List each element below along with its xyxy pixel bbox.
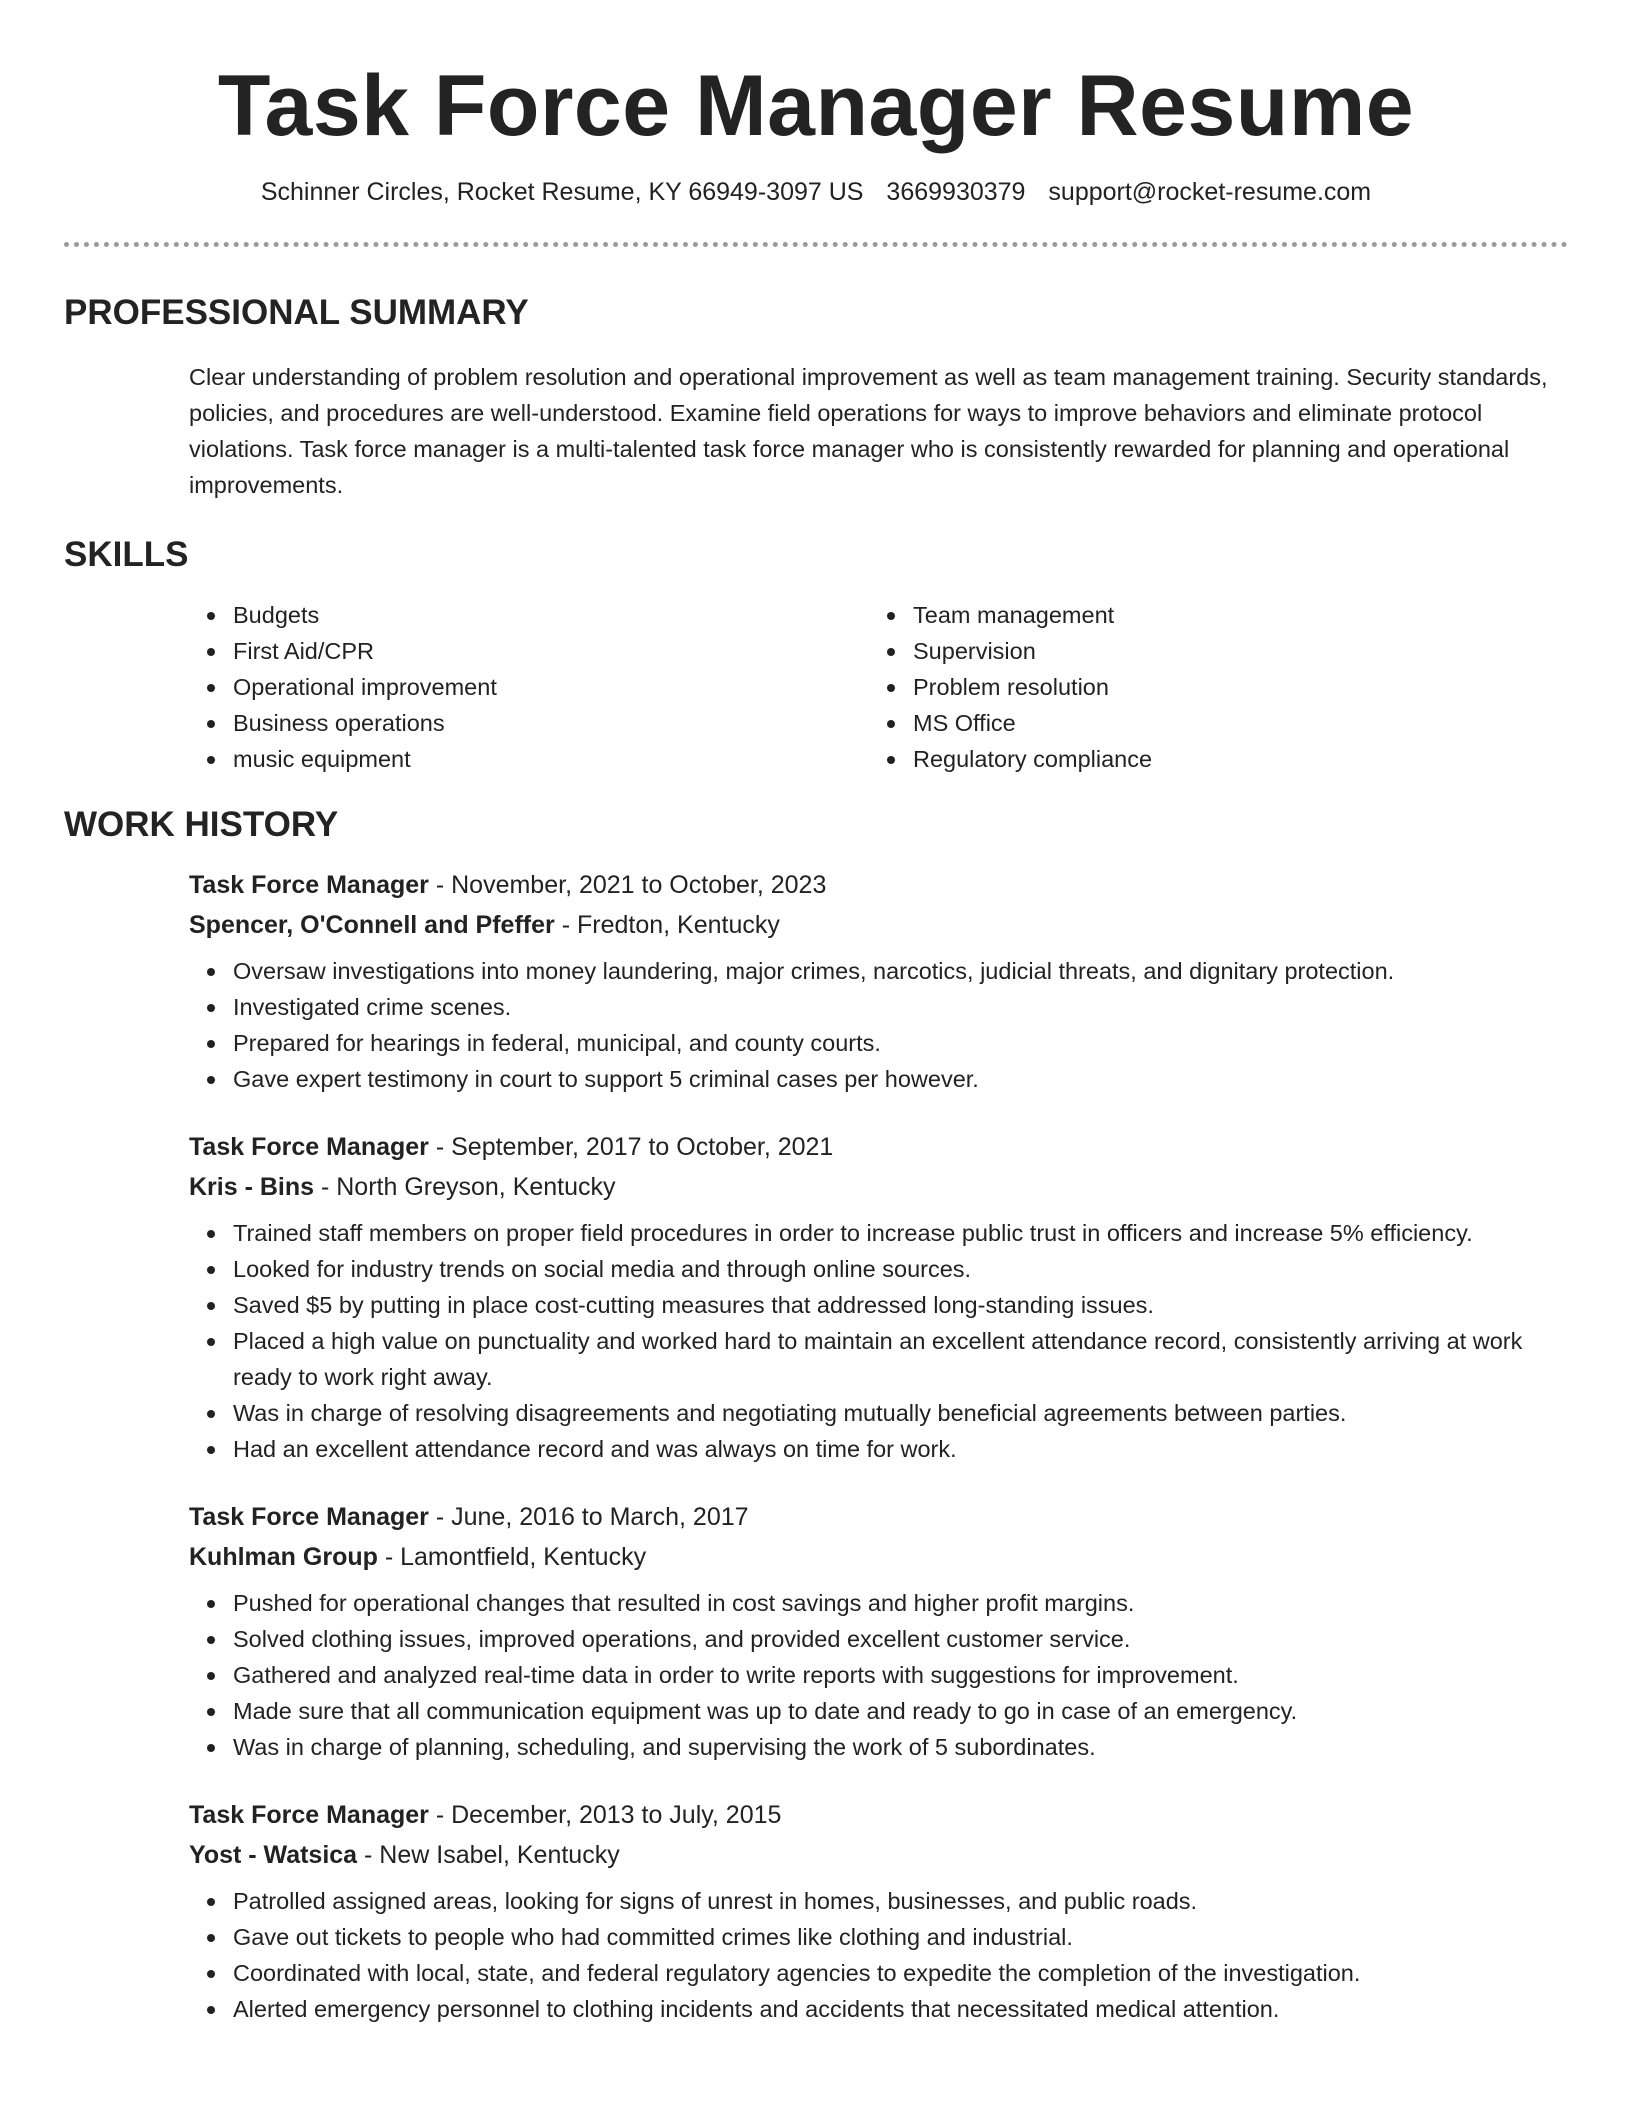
job-bullet: Patrolled assigned areas, looking for signs of unrest in homes, businesses, and public roads.: [189, 1883, 1568, 1919]
job-entry: [189, 1127, 1568, 1467]
job-title-line: [189, 1127, 1568, 1167]
job-bullet: Pushed for operational changes that resulted in cost savings and higher profit margins.: [189, 1585, 1568, 1621]
summary-heading: PROFESSIONAL SUMMARY: [64, 293, 529, 332]
job-bullet: Made sure that all communication equipment was up to date and ready to go in case of an emergency.: [189, 1693, 1568, 1729]
job-bullet: Had an excellent attendance record and was always on time for work.: [189, 1431, 1568, 1467]
job-location: - New Isabel, Kentucky: [357, 1841, 620, 1869]
job-company-line: [189, 905, 1568, 945]
job-bullets: [189, 953, 1568, 1097]
skill-item: Regulatory compliance: [869, 741, 1549, 777]
job-company-line: [189, 1835, 1568, 1875]
job-dates: - November, 2021 to October, 2023: [428, 871, 827, 899]
work-history-heading: WORK HISTORY: [64, 805, 339, 844]
job-entry: [189, 1497, 1568, 1765]
job-bullets: [189, 1585, 1568, 1765]
job-company: Kris - Bins: [189, 1173, 315, 1201]
job-bullet: Was in charge of planning, scheduling, and supervising the work of 5 subordinates.: [189, 1729, 1568, 1765]
contact-line: [64, 176, 1568, 208]
skill-item: MS Office: [869, 705, 1549, 741]
resume-page: [64, 0, 1568, 2027]
summary-text: Clear understanding of problem resolution and operational improvement as well as team management training. Security standards, policies, and procedures are well-understood. Examine field operations for ways to improve behaviors and eliminate protocol violations. Task force manager is a multi-talented task force manager who is consistently rewarded for planning and operational improvements.: [189, 364, 1548, 498]
job-bullet: Placed a high value on punctuality and worked hard to maintain an excellent attendance record, consistently arriving at work ready to work right away.: [189, 1323, 1568, 1395]
job-location: - North Greyson, Kentucky: [314, 1173, 616, 1201]
job-bullets: [189, 1883, 1568, 2027]
resume-title: Task Force Manager Resume: [217, 58, 1415, 154]
job-title: Task Force Manager: [189, 871, 429, 899]
job-company: Spencer, O'Connell and Pfeffer: [189, 911, 555, 939]
job-bullet: Investigated crime scenes.: [189, 989, 1568, 1025]
job-bullet: Coordinated with local, state, and federal regulatory agencies to expedite the completion of the investigation.: [189, 1955, 1568, 1991]
job-bullet: Trained staff members on proper field procedures in order to increase public trust in officers and increase 5% efficiency.: [189, 1215, 1568, 1251]
skill-item: Problem resolution: [869, 669, 1549, 705]
job-entry: [189, 865, 1568, 1097]
contact-email[interactable]: support@rocket-resume.com: [1048, 178, 1372, 206]
job-bullet: Oversaw investigations into money laundering, major crimes, narcotics, judicial threats, and dignitary protection.: [189, 953, 1568, 989]
job-title: Task Force Manager: [189, 1801, 429, 1829]
skill-item: Business operations: [189, 705, 869, 741]
job-location: - Lamontfield, Kentucky: [377, 1543, 647, 1571]
skill-item: music equipment: [189, 741, 869, 777]
job-title: Task Force Manager: [189, 1503, 429, 1531]
contact-address: Schinner Circles, Rocket Resume, KY 66949-3097 US: [260, 178, 864, 206]
job-entry: [189, 1795, 1568, 2027]
contact-phone: 3669930379: [886, 178, 1026, 206]
job-dates: - September, 2017 to October, 2021: [428, 1133, 834, 1161]
job-bullet: Gathered and analyzed real-time data in order to write reports with suggestions for improvement.: [189, 1657, 1568, 1693]
skills-list: [189, 597, 1568, 777]
job-dates: - December, 2013 to July, 2015: [428, 1801, 782, 1829]
job-bullet: Looked for industry trends on social media and through online sources.: [189, 1251, 1568, 1287]
job-company: Kuhlman Group: [189, 1543, 378, 1571]
job-title-line: [189, 865, 1568, 905]
job-bullet: Alerted emergency personnel to clothing incidents and accidents that necessitated medical attention.: [189, 1991, 1568, 2027]
skills-column-left: [189, 597, 869, 777]
job-dates: - June, 2016 to March, 2017: [428, 1503, 749, 1531]
job-bullet: Saved $5 by putting in place cost-cutting measures that addressed long-standing issues.: [189, 1287, 1568, 1323]
job-company: Yost - Watsica: [189, 1841, 358, 1869]
job-company-line: [189, 1167, 1568, 1207]
header-divider: [64, 242, 1568, 247]
skill-item: First Aid/CPR: [189, 633, 869, 669]
skill-item: Team management: [869, 597, 1549, 633]
skill-item: Operational improvement: [189, 669, 869, 705]
job-company-line: [189, 1537, 1568, 1577]
job-bullet: Was in charge of resolving disagreements and negotiating mutually beneficial agreements between parties.: [189, 1395, 1568, 1431]
job-bullet: Gave expert testimony in court to support 5 criminal cases per however.: [189, 1061, 1568, 1097]
skills-column-right: [869, 597, 1549, 777]
job-bullet: Prepared for hearings in federal, municipal, and county courts.: [189, 1025, 1568, 1061]
job-bullet: Gave out tickets to people who had committed crimes like clothing and industrial.: [189, 1919, 1568, 1955]
skills-heading: SKILLS: [64, 535, 189, 574]
job-location: - Fredton, Kentucky: [554, 911, 780, 939]
job-title-line: [189, 1795, 1568, 1835]
skill-item: Supervision: [869, 633, 1549, 669]
job-bullets: [189, 1215, 1568, 1467]
job-title: Task Force Manager: [189, 1133, 429, 1161]
skill-item: Budgets: [189, 597, 869, 633]
job-title-line: [189, 1497, 1568, 1537]
job-bullet: Solved clothing issues, improved operations, and provided excellent customer service.: [189, 1621, 1568, 1657]
